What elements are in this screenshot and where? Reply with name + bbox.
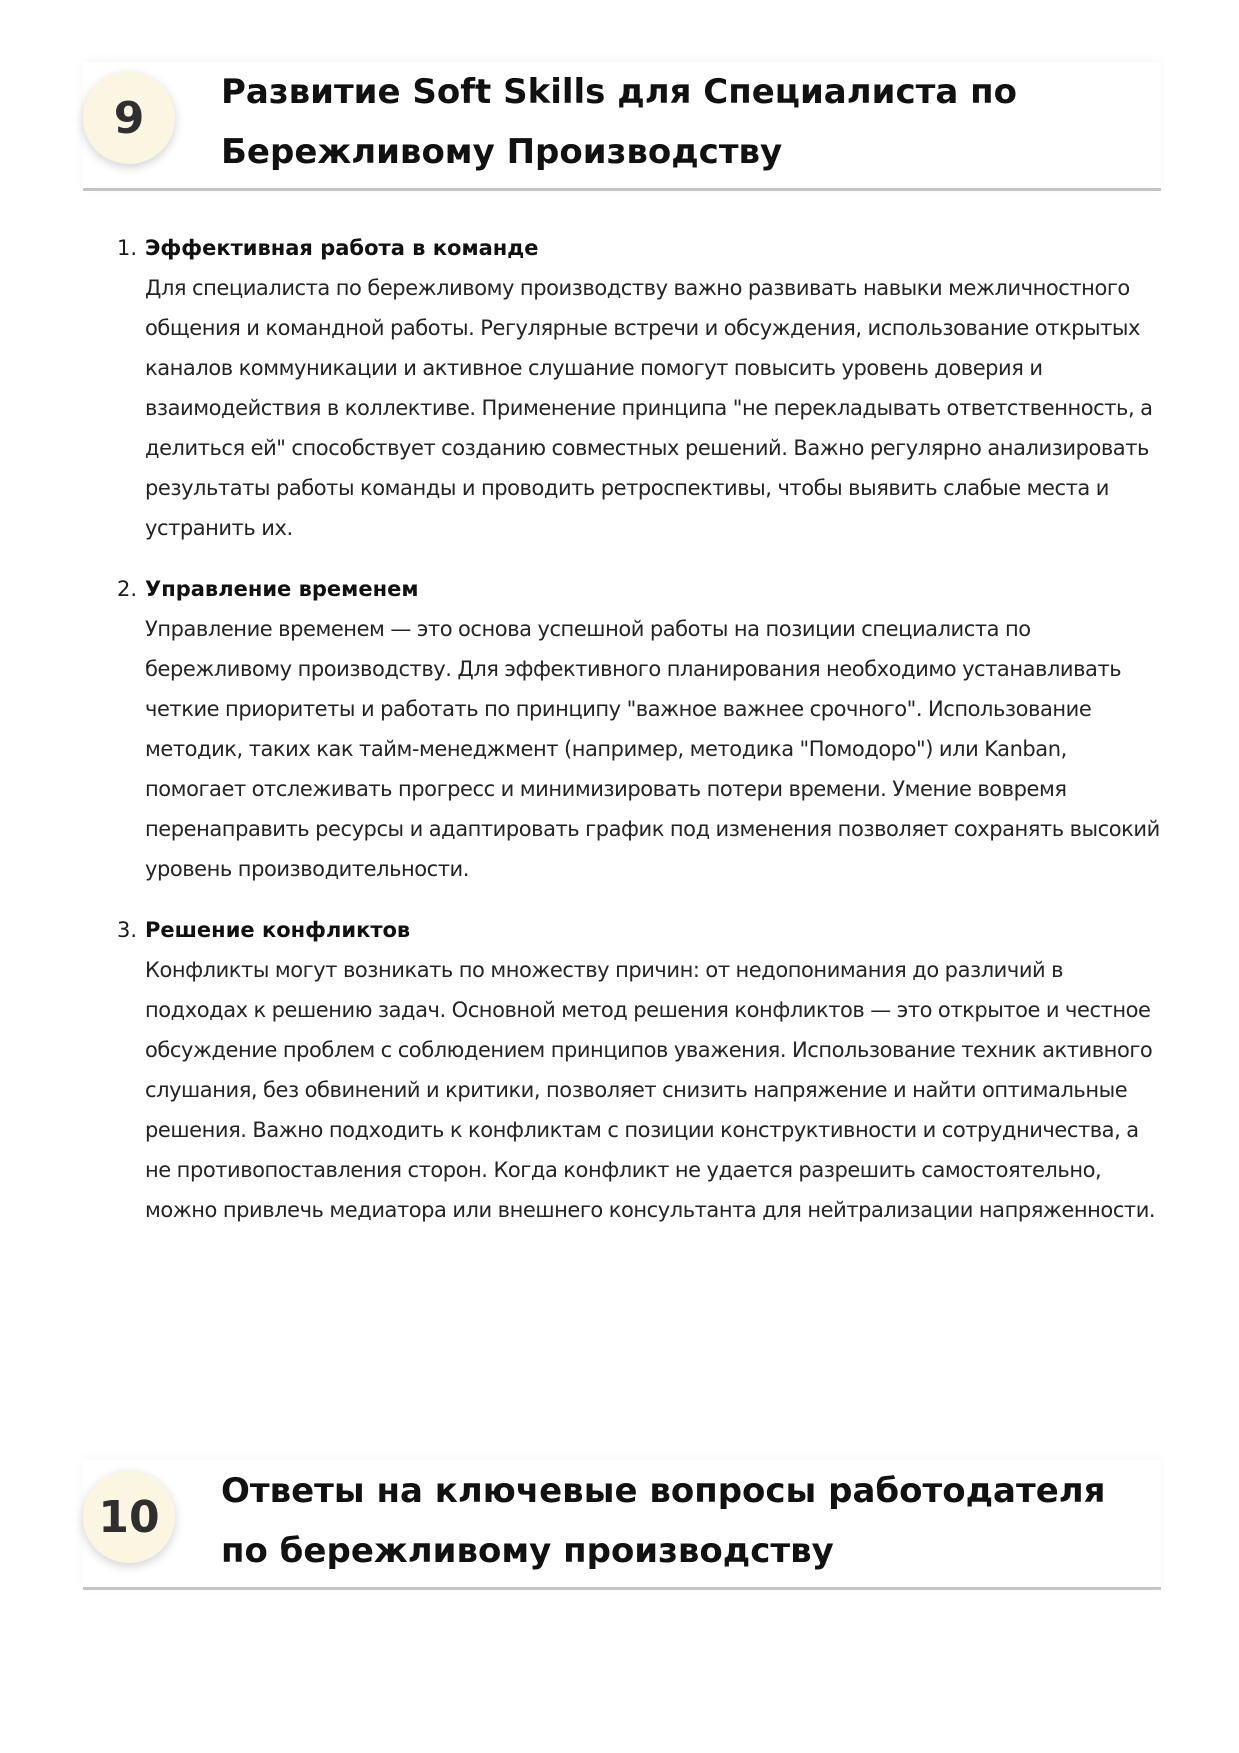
list-item bbox=[117, 569, 1165, 889]
item-heading: Управление временем bbox=[145, 577, 419, 601]
item-body: Конфликты могут возникать по множеству причин: от недопонимания до различий в подходах к решению задач. Основной метод решения конфликтов — это открытое и честное обсуждение проблем с соблюдением принципов уважения. Использование техник активного слушания, без обвинений и критики, позволяет снизить напряжение и найти оптимальные решения. Важно подходить к конфликтам с позиции конструктивности и сотрудничества, а не противопоставления сторон. Когда конфликт не удается разрешить самостоятельно, можно привлечь медиатора или внешнего консультанта для нейтрализации напряженности. bbox=[145, 958, 1156, 1222]
item-number: 1. bbox=[117, 236, 138, 260]
section-header-9 bbox=[83, 62, 1161, 191]
section-title: Развитие Soft Skills для Специалиста по Бережливому Производству bbox=[221, 72, 1017, 172]
item-number: 3. bbox=[117, 918, 138, 942]
section-title: Ответы на ключевые вопросы работодателя по бережливому производству bbox=[221, 1471, 1106, 1571]
item-heading: Решение конфликтов bbox=[145, 918, 411, 942]
section-header-10 bbox=[83, 1460, 1161, 1590]
section-number-badge: 10 bbox=[83, 1471, 175, 1563]
list-item bbox=[117, 228, 1165, 548]
item-body: Управление временем — это основа успешной работы на позиции специалиста по бережливому производству. Для эффективного планирования необходимо устанавливать четкие приоритеты и работать по принципу "важное важнее срочного". Использование методик, таких как тайм-менеджмент (например, методика "Помодоро") или Kanban, помогает отслеживать прогресс и минимизировать потери времени. Умение вовремя перенаправить ресурсы и адаптировать график под изменения позволяет сохранять высокий уровень производительности. bbox=[145, 617, 1160, 881]
item-heading: Эффективная работа в команде bbox=[145, 236, 539, 260]
soft-skills-list bbox=[117, 228, 1165, 1251]
item-body: Для специалиста по бережливому производству важно развивать навыки межличностного общения и командной работы. Регулярные встречи и обсуждения, использование открытых каналов коммуникации и активное слушание помогут повысить уровень доверия и взаимодействия в коллективе. Применение принципа "не перекладывать ответственность, а делиться ей" способствует созданию совместных решений. Важно регулярно анализировать результаты работы команды и проводить ретроспективы, чтобы выявить слабые места и устранить их. bbox=[145, 276, 1153, 540]
item-number: 2. bbox=[117, 577, 138, 601]
section-number-badge: 9 bbox=[83, 72, 175, 164]
list-item bbox=[117, 910, 1165, 1230]
